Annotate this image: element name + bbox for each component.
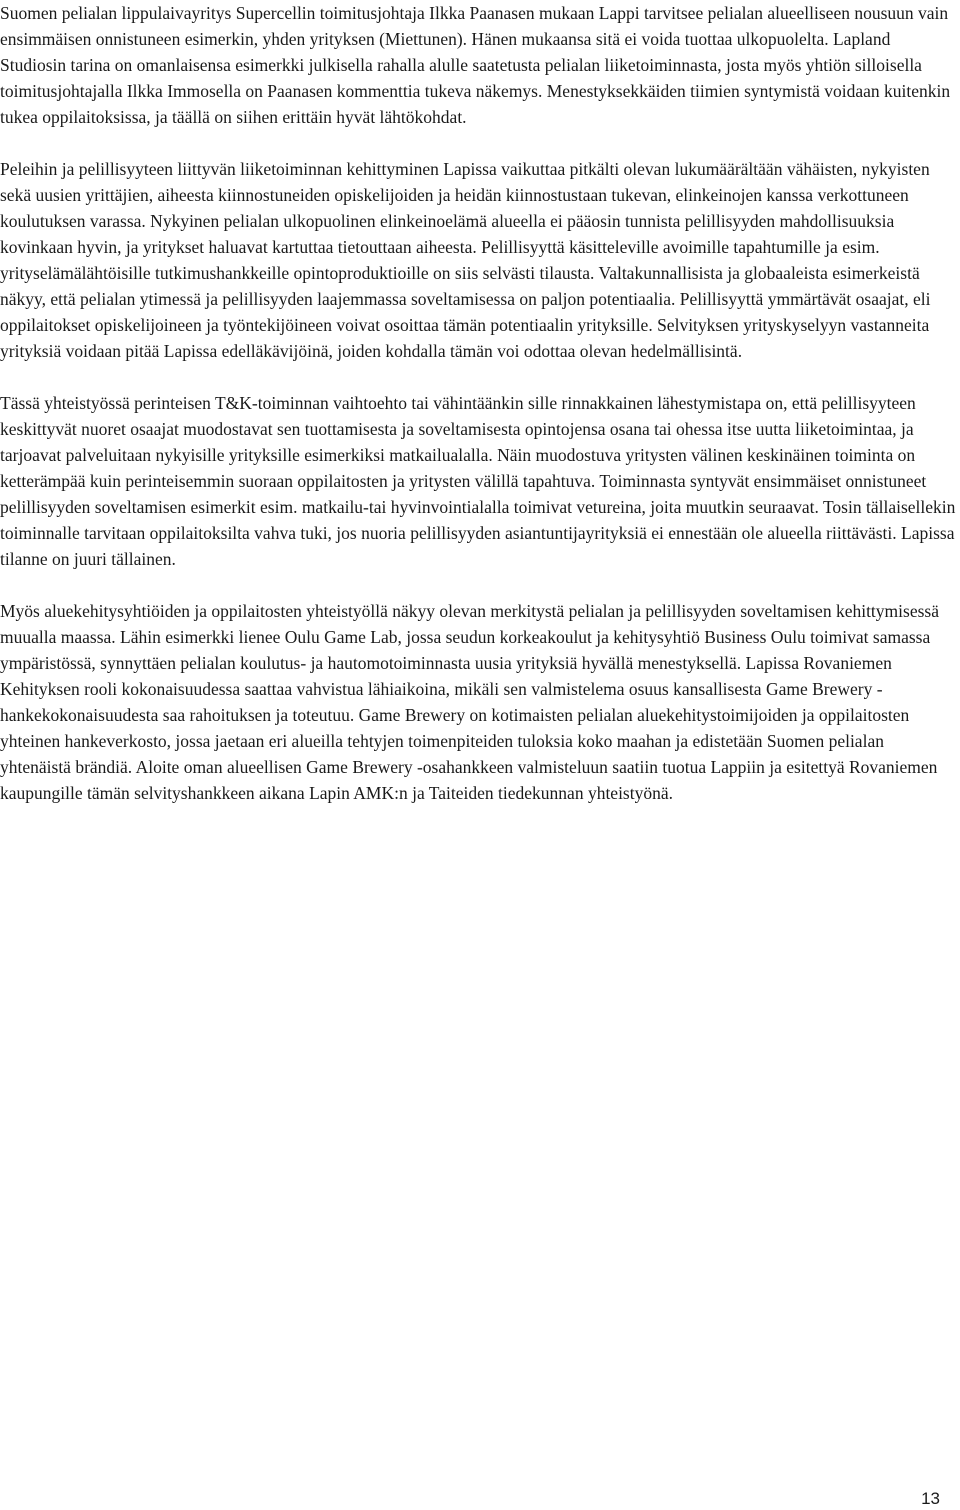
paragraph-gamification-business: Peleihin ja pelillisyyteen liittyvän liiketoiminnan kehittyminen Lapissa vaikuttaa pitkälti olevan lukumäärältään vähäisten, nykyisten sekä uusien yrittäjien, aiheesta kiinnostuneiden opiskelijoiden ja heidän kiinnostustaan tukevan, elinkeinojen kanssa verkottuneen koulutuksen varassa. Nykyinen pelialan ulkopuolinen elinkeinoelämä alueella ei pääosin tunnista pelillisyyden mahdollisuuksia kovinkaan hyvin, ja yritykset haluavat kartuttaa tietouttaan aiheesta. Pelillisyyttä käsitteleville avoimille tapahtumille ja esim. yrityselämälähtöisille tutkimushankkeille opintoproduktioille on siis selvästi tilausta. Valtakunnallisista ja globaaleista esimerkeistä näkyy, että pelialan ytimessä ja pelillisyyden laajemmassa soveltamisessa on paljon potentiaalia. Pelillisyyttä ymmärtävät osaajat, eli oppilaitokset opiskelijoineen ja työntekijöineen voivat osoittaa tämän potentiaalin yrityksille. Selvityksen yrityskyselyyn vastanneita yrityksiä voidaan pitää Lapissa edelläkävijöinä, joiden kohdalla tämän voi odottaa olevan hedelmällisintä.: [0, 159, 931, 361]
paragraph-supercell-example: Suomen pelialan lippulaivayritys Supercellin toimitusjohtaja Ilkka Paanasen mukaan Lappi tarvitsee pelialan alueelliseen nousuun vain ensimmäisen onnistuneen esimerkin, yhden yrityksen (Miettunen). Hänen mukaansa sitä ei voida tuottaa ulkopuolelta. Lapland Studiosin tarina on omanlaisensa esimerkki julkisella rahalla alulle saatetusta pelialan liiketoiminnasta, josta myös yhtiön silloisella toimitusjohtajalla Ilkka Immosella on Paanasen kommenttia tukeva näkemys. Menestyksekkäiden tiimien syntymistä voidaan kuitenkin tukea oppilaitoksissa, ja täällä on siihen erittäin hyvät lähtökohdat.: [0, 3, 951, 127]
page-number: 13: [921, 1489, 940, 1508]
paragraph-rd-cooperation: Tässä yhteistyössä perinteisen T&K-toiminnan vaihtoehto tai vähintäänkin sille rinnakkainen lähestymistapa on, että pelillisyyteen keskittyvät nuoret osaajat muodostavat sen tuottamisesta ja soveltamisesta opintojensa osana tai ohessa itse uutta liiketoimintaa, ja tarjoavat palveluitaan nykyisille yrityksille esimerkiksi matkailualalla. Näin muodostuva yritysten välinen keskinäinen toiminta on ketterämpää kuin perinteisemmin suoraan oppilaitosten ja yritysten välillä tapahtuva. Toiminnasta syntyvät ensimmäiset onnistuneet pelillisyyden soveltamisen esimerkit esim. matkailu-tai hyvinvointialalla toimivat vetureina, joita muutkin seuraavat. Tosin tällaisellekin toiminnalle tarvitaan oppilaitoksilta vahva tuki, jos nuoria pelillisyyden asiantuntijayrityksiä ei ennestään ole alueella riittävästi. Lapissa tilanne on juuri tällainen.: [0, 393, 956, 569]
paragraph-regional-development: Myös aluekehitysyhtiöiden ja oppilaitosten yhteistyöllä näkyy olevan merkitystä pelialan ja pelillisyyden soveltamisen kehittymisessä muualla maassa. Lähin esimerkki lienee Oulu Game Lab, jossa seudun korkeakoulut ja kehitysyhtiö Business Oulu toimivat samassa ympäristössä, synnyttäen pelialan koulutus- ja hautomotoiminnasta uusia yrityksiä hyvällä menestyksellä. Lapissa Rovaniemen Kehityksen rooli kokonaisuudessa saattaa vahvistua lähiaikoina, mikäli sen valmistelema osuus kansallisesta Game Brewery -hankekokonaisuudesta saa rahoituksen ja toteutuu. Game Brewery on kotimaisten pelialan aluekehitystoimijoiden ja oppilaitosten yhteinen hankeverkosto, jossa jaetaan eri alueilla tehtyjen toimenpiteiden tuloksia koko maahan ja edistetään Suomen pelialan yhtenäistä brändiä. Aloite oman alueellisen Game Brewery -osahankkeen valmisteluun saatiin tuotua Lappiin ja esitettyä Rovaniemen kaupungille tämän selvityshankkeen aikana Lapin AMK:n ja Taiteiden tiedekunnan yhteistyönä.: [0, 601, 939, 803]
